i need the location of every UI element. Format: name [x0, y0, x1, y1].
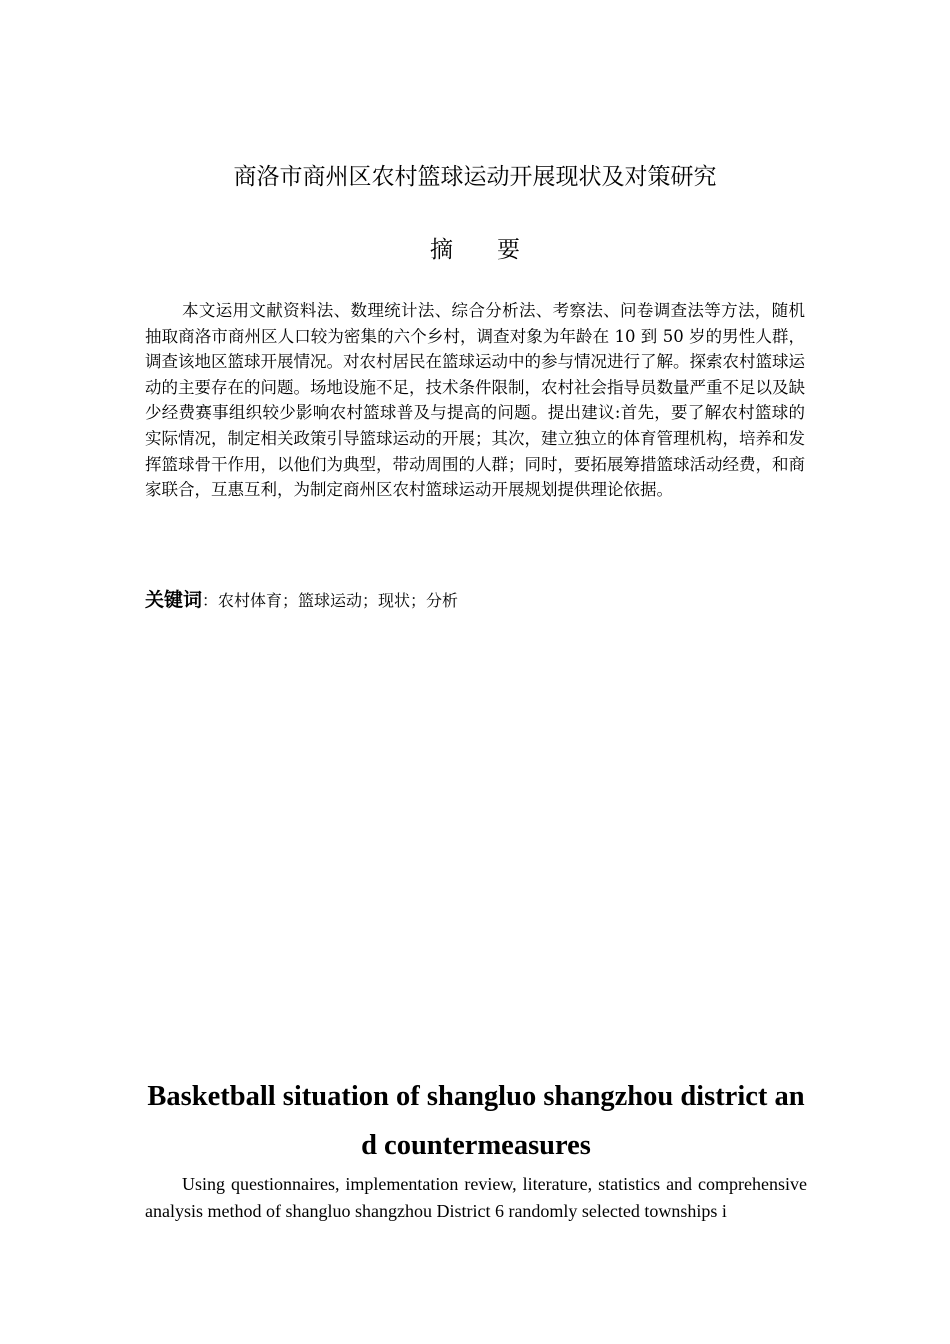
keywords-line [145, 587, 805, 614]
abstract-heading: 摘要 [430, 237, 564, 263]
chinese-title: 商洛市商州区农村篮球运动开展现状及对策研究 [233, 164, 717, 190]
english-title: Basketball situation of shangluo shangzhou district and countermeasures [147, 1081, 805, 1161]
keywords-label: 关键词 [145, 589, 203, 611]
keywords-value: ：农村体育；篮球运动；现状；分析 [202, 591, 459, 610]
chinese-abstract-paragraph: 本文运用文献资料法、数理统计法、综合分析法、考察法、问卷调查法等方法，随机抽取商洛市商州区人口较为密集的六个乡村，调查对象为年龄在 10 到 50 岁的男性人群，调查该地区篮球开展情况。对农村居民在篮球运动中的参与情况进行了解。探索农村篮球运动的主要存在的问题。场地设施不足，技术条件限制，农村社会指导员数量严重不足以及缺少经费赛事组织较少影响农村篮球普及与提高的问题。提出建议:首先，要了解农村篮球的实际情况，制定相关政策引导篮球运动的开展；其次，建立独立的体育管理机构，培养和发挥篮球骨干作用，以他们为典型，带动周围的人群；同时，要拓展筹措篮球活动经费，和商家联合，互惠互利，为制定商州区农村篮球运动开展规划提供理论依据。 [145, 301, 805, 500]
english-abstract-paragraph: Using questionnaires, implementation review, literature, statistics and comprehensive analysis method of shangluo shangzhou District 6 randomly selected townships i [145, 1174, 807, 1221]
